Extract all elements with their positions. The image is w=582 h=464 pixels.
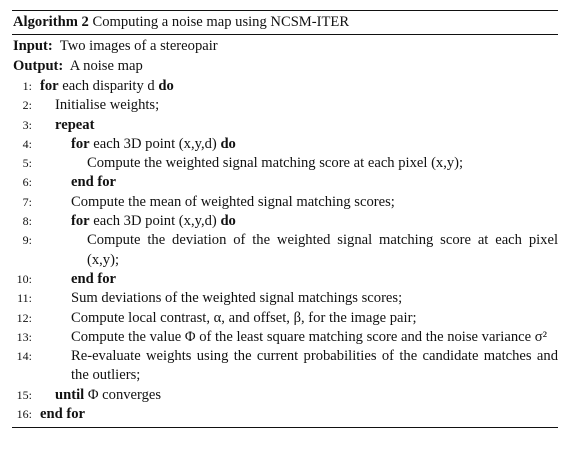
line-number: 14: bbox=[16, 349, 32, 364]
caption-label: Algorithm 2 bbox=[13, 14, 89, 30]
line-number: 2: bbox=[22, 98, 32, 113]
output-line bbox=[12, 57, 558, 77]
keyword-for: for bbox=[40, 78, 59, 94]
line-text: Compute the value Φ of the least square matching score and the noise variance σ² bbox=[71, 328, 547, 345]
keyword-until: until bbox=[55, 386, 85, 403]
keyword-end-for: end for bbox=[40, 406, 85, 423]
algo-line-15 bbox=[12, 386, 558, 405]
algo-line-10 bbox=[12, 270, 558, 289]
algo-line-12 bbox=[12, 309, 558, 328]
algo-line-5 bbox=[12, 154, 558, 173]
algo-line-7 bbox=[12, 193, 558, 212]
keyword-end-for: end for bbox=[71, 174, 116, 191]
line-number: 1: bbox=[22, 79, 32, 93]
output-label: Output: bbox=[13, 57, 64, 74]
algo-line-14 bbox=[12, 347, 558, 386]
line-text: Initialise weights; bbox=[55, 97, 160, 114]
line-text: each 3D point (x,y,d) bbox=[93, 213, 217, 230]
line-number: 11: bbox=[17, 291, 32, 306]
line-text: each 3D point (x,y,d) bbox=[93, 135, 217, 152]
algo-line-11 bbox=[12, 289, 558, 308]
line-number: 13: bbox=[16, 329, 32, 344]
line-number: 3: bbox=[22, 117, 32, 132]
line-text: Re-evaluate weights using the current probabilities of the candidate matches and the outliers; bbox=[71, 348, 558, 384]
line-number: 8: bbox=[22, 214, 32, 229]
line-number: 10: bbox=[16, 271, 32, 286]
line-number: 9: bbox=[22, 233, 32, 248]
keyword-repeat: repeat bbox=[55, 116, 95, 133]
line-number: 15: bbox=[16, 387, 32, 402]
line-text: Compute the weighted signal matching score at each pixel (x,y); bbox=[87, 155, 464, 172]
bottom-rule bbox=[12, 427, 558, 428]
line-number: 7: bbox=[22, 194, 32, 209]
line-number: 4: bbox=[22, 136, 32, 151]
algo-line-1 bbox=[12, 77, 558, 96]
keyword-for: for bbox=[71, 213, 90, 230]
input-label: Input: bbox=[13, 38, 53, 54]
line-number: 6: bbox=[22, 175, 32, 190]
input-line bbox=[12, 37, 558, 57]
line-text: Compute the deviation of the weighted signal matching score at each pixel (x,y); bbox=[87, 232, 558, 268]
algo-line-8 bbox=[12, 212, 558, 231]
algo-line-13 bbox=[12, 328, 558, 347]
keyword-end-for: end for bbox=[71, 270, 116, 287]
caption-title: Computing a noise map using NCSM-ITER bbox=[92, 14, 350, 30]
line-text: Φ converges bbox=[87, 386, 162, 403]
keyword-do: do bbox=[158, 78, 174, 94]
algo-line-4 bbox=[12, 135, 558, 154]
caption-rule bbox=[12, 34, 558, 35]
algorithm-box bbox=[12, 10, 558, 428]
keyword-for: for bbox=[71, 135, 90, 152]
line-text: each disparity d bbox=[62, 78, 155, 94]
algo-line-6 bbox=[12, 173, 558, 192]
input-text: Two images of a stereopair bbox=[59, 38, 218, 54]
keyword-do: do bbox=[220, 213, 236, 230]
algo-line-3 bbox=[12, 116, 558, 135]
algo-line-16 bbox=[12, 405, 558, 424]
line-text: Compute the mean of weighted signal matching scores; bbox=[71, 193, 395, 210]
output-text: A noise map bbox=[69, 57, 143, 74]
line-text: Compute local contrast, α, and offset, β, for the image pair; bbox=[71, 309, 417, 326]
algorithm-lines bbox=[12, 77, 558, 424]
line-number: 5: bbox=[22, 156, 32, 171]
algo-line-2 bbox=[12, 96, 558, 115]
line-number: 12: bbox=[16, 310, 32, 325]
line-number: 16: bbox=[16, 407, 32, 422]
algorithm-caption bbox=[12, 11, 558, 34]
line-text: Sum deviations of the weighted signal matchings scores; bbox=[71, 290, 403, 307]
algo-line-9 bbox=[12, 231, 558, 270]
keyword-do: do bbox=[220, 135, 236, 152]
